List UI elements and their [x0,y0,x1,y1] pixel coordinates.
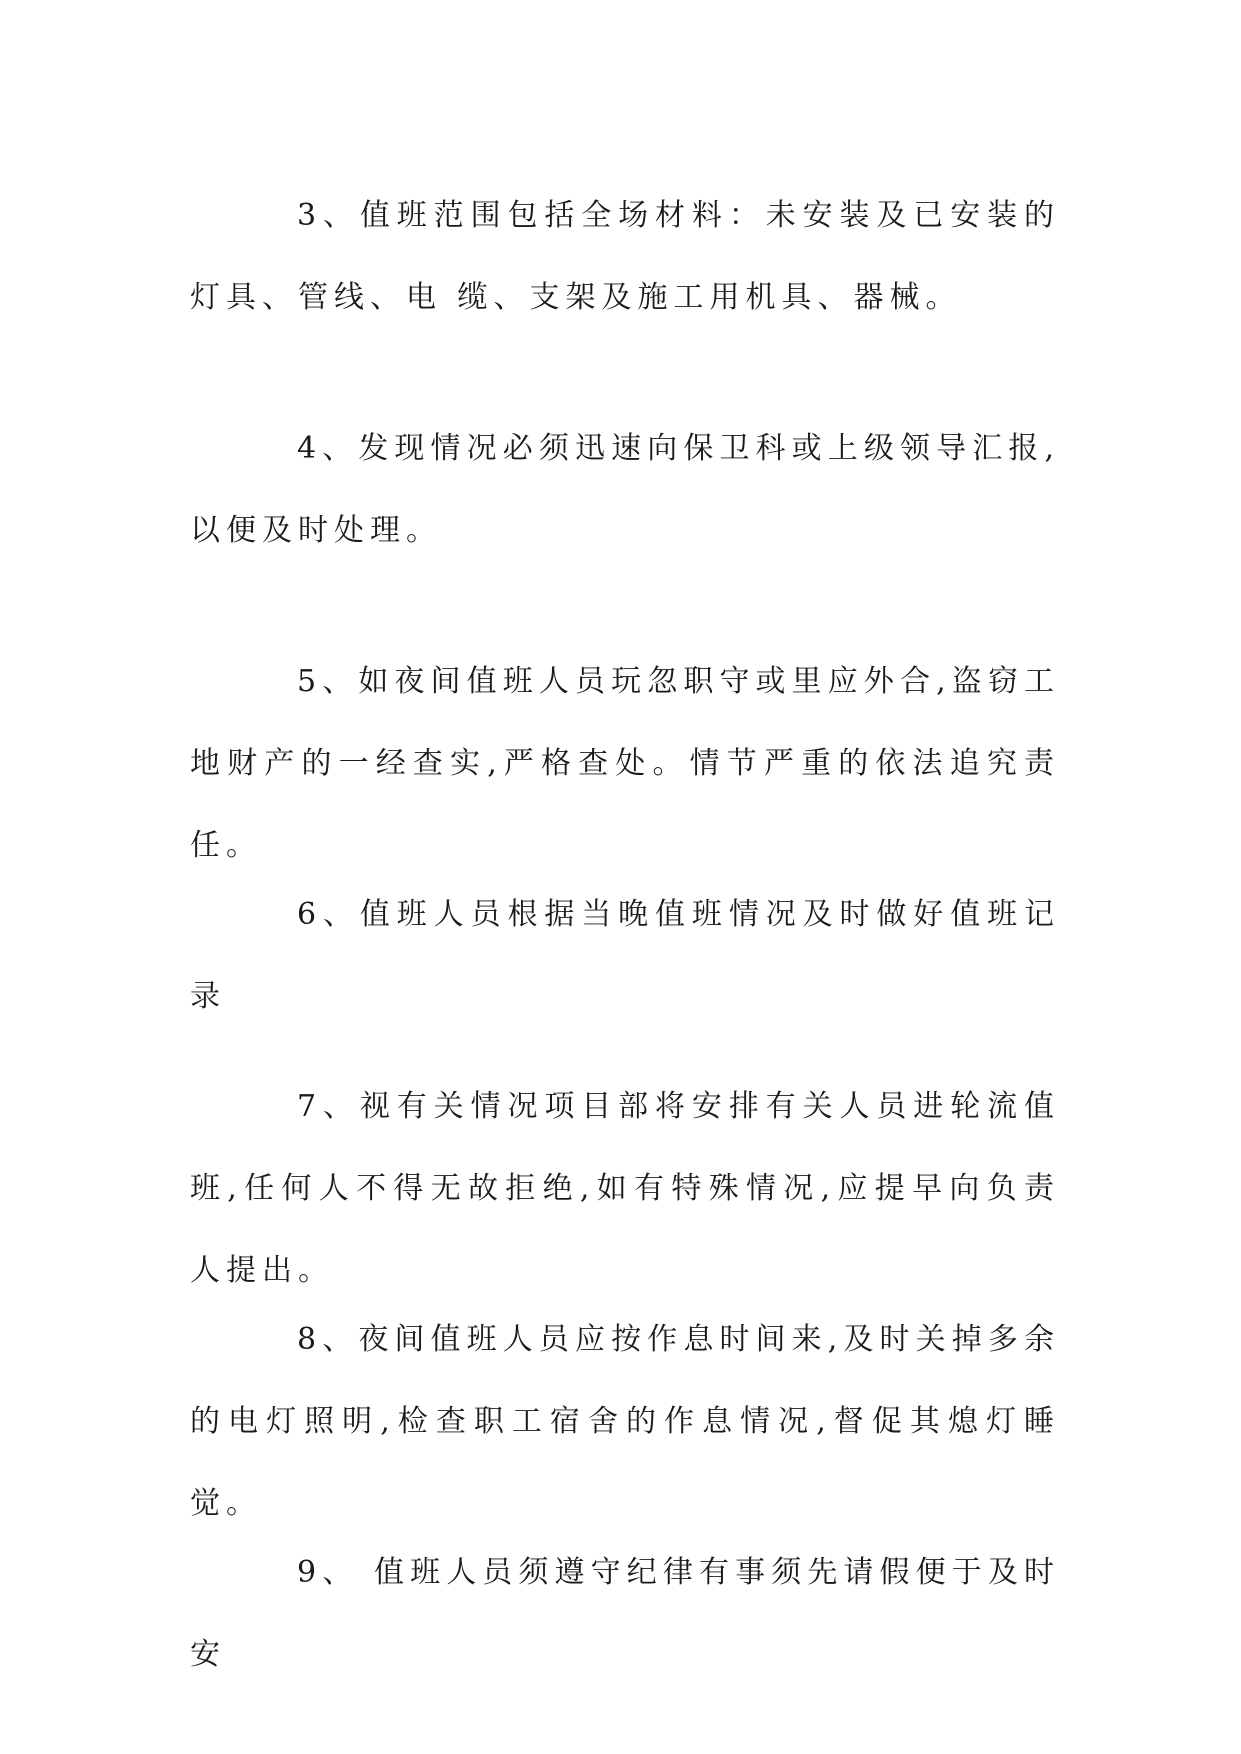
paragraph-item-4: 4、发现情况必须迅速向保卫科或上级领导汇报,以便及时处理。 [190,431,1060,548]
paragraph-item-7: 7、视有关情况项目部将安排有关人员进轮流值班,任何人不得无故拒绝,如有特殊情况,应提早向负责人提出。 [190,1089,1060,1288]
paragraph-item-3: 3、值班范围包括全场材料：未安装及已安装的灯具、管线、电 缆、支架及施工用机具、器械。 [190,198,1060,315]
paragraph-item-6: 6、值班人员根据当晚值班情况及时做好值班记录 [190,897,1060,1014]
paragraph-item-5: 5、如夜间值班人员玩忽职守或里应外合,盗窃工地财产的一经查实,严格查处。情节严重的依法追究责任。 [190,664,1060,863]
paragraph-item-8: 8、夜间值班人员应按作息时间来,及时关掉多余的电灯照明,检查职工宿舍的作息情况,督促其熄灯睡觉。 [190,1322,1060,1521]
paragraph-item-9: 9、 值班人员须遵守纪律有事须先请假便于及时安 [190,1555,1060,1672]
